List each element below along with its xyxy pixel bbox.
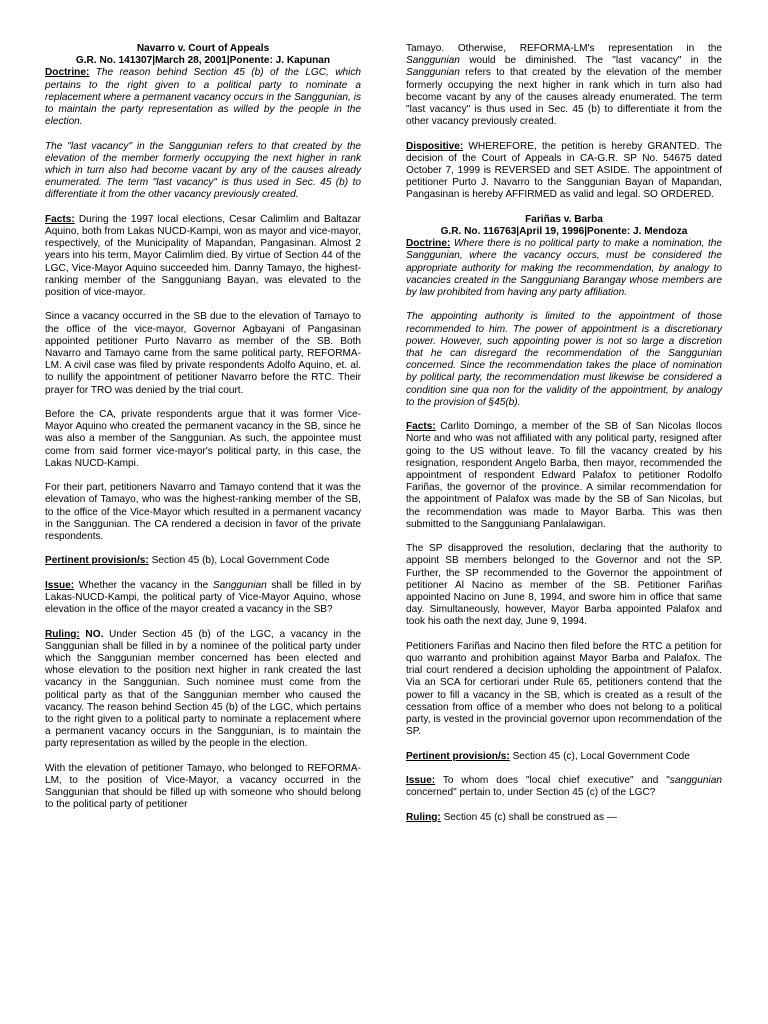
doctrine-label: Doctrine: [406, 238, 451, 250]
continuation-text-c: would be diminished. The "last vacancy" in the [459, 55, 722, 67]
continuation-text-d: Sanggunian [406, 67, 460, 79]
case-citation: G.R. No. 141307|March 28, 2001|Ponente: J. Kapunan [75, 55, 331, 67]
doctrine-label: Doctrine: [45, 67, 90, 79]
pertinent-provision [406, 751, 722, 763]
ruling-text: Section 45 (c) shall be construed as — [440, 811, 617, 823]
facts-text: During the 1997 local elections, Cesar Calimlim and Baltazar Aquino, both from Lakas NUCD-Kampi, won as mayor and vice-mayor, respectively, of the Municipality of Mapandan, Pangasinan. Almost 2 years into his term, Mayor Calimlim died. By virtue of Section 44 of the LGC, Vice-Mayor Aquino succeeded him. Danny Tamayo, the highest-ranking member of the Sangguniang Bayan, was elevated to the position of vice-mayor. [45, 213, 361, 299]
facts-paragraph-3: Petitioners Fariñas and Nacino then filed before the RTC a petition for quo warranto and prohibition against Mayor Barba and Palafox. The trial court rendered a decision upholding the appointment of Palafox. Via an SCA for certiorari under Rule 65, petitioners contend that the power to fill a vacancy in the SB, which is created as a result of the cessation from office of a member who does not belong to a political party, is vested in the provincial governor upon recommendation of the SP. [406, 640, 722, 738]
doctrine-text: The reason behind Section 45 (b) of the LGC, which pertains to the right given to a political party to nominate a replacement where a permanent vacancy occurs in the Sanggunian, is to maintain the party representation as willed by the people in the election. [45, 67, 361, 128]
case-citation-2: G.R. No. 116763|April 19, 1996|Ponente: J. Mendoza [440, 226, 688, 238]
pertinent-label: Pertinent provision/s: [45, 555, 149, 567]
issue-label: Issue: [406, 775, 436, 787]
pertinent-text: Section 45 (c), Local Government Code [509, 750, 690, 762]
issue-text-a: Whether the vacancy in the [74, 579, 213, 591]
ruling-continuation [406, 43, 722, 128]
ruling-paragraph-2: With the elevation of petitioner Tamayo, who belonged to REFORMA-LM, to the position of Vice-Mayor, a vacancy occurred in the Sanggunian that should be filled up with someone who should belong to the political party of petitioner [45, 762, 361, 811]
dispositive-paragraph [406, 141, 722, 202]
continuation-text-b: Sanggunian [406, 55, 460, 67]
issue-text-b: Sanggunian [212, 579, 267, 591]
issue-paragraph [45, 580, 361, 617]
continuation-text-a: Tamayo. Otherwise, REFORMA-LM's representation in the [406, 43, 722, 54]
pertinent-label: Pertinent provision/s: [406, 750, 510, 762]
ruling-label: Ruling: [406, 811, 441, 823]
ruling-label: Ruling: [45, 628, 80, 640]
issue-text-c: concerned" pertain to, under Section 45 (c) of the LGC? [406, 787, 656, 799]
case-title-2: Fariñas v. Barba [525, 213, 603, 225]
right-column [406, 43, 722, 824]
case-title: Navarro v. Court of Appeals [136, 43, 270, 54]
doctrine-paragraph-2: The appointing authority is limited to the appointment of those recommended to him. The power of appointment is a discretionary power. However, such appointing power is not so large a discretion that he can disregard the recommendation of the Sanggunian concerned. Since the recommendation takes the place of nomination by political party, the recommendation must likewise be considered a condition sine qua non for the validity of the appointment, by analogy to the provision of §45(b). [406, 311, 722, 408]
doctrine-paragraph-2: The "last vacancy" in the Sanggunian refers to that created by the elevation of the member formerly occupying the next higher in rank which in turn also had become vacant by any of the causes already enumerated. The term "last vacancy" is thus used in Sec. 45 (b) to differentiate it from the other vacancy previously created. [45, 140, 361, 201]
facts-paragraph [406, 421, 722, 531]
issue-text-b: sanggunian [669, 775, 722, 787]
issue-paragraph [406, 775, 722, 799]
pertinent-text: Section 45 (b), Local Government Code [148, 555, 330, 567]
continuation-text-e: refers to that created by the elevation of the member formerly occupying the next higher in rank which in turn also had become vacant by any of the causes already enumerated. The term "last vacancy" is thus used in Sec. 45 (b) to differentiate it from the other vacancy previously created. [406, 67, 722, 128]
left-column [45, 43, 361, 812]
issue-label: Issue: [45, 579, 75, 591]
facts-paragraph-4: For their part, petitioners Navarro and Tamayo contend that it was the elevation of Tamayo, who was the highest-ranking member of the SB, to the office of the Vice-Mayor which resulted in a permanent vacancy in the Sanggunian. The CA rendered a decision in favor of the private respondents. [45, 482, 361, 543]
issue-text-c: shall be filled in by Lakas-NUCD-Kampi, the political party of Vice-Mayor Aquino, whose elevation in the office of the mayor created a vacancy in the SB? [45, 579, 361, 616]
doctrine-text: Where there is no political party to make a nomination, the Sanggunian, where the vacancy occurs, must be considered the appropriate authority for making the recommendation, by analogy to vacancies created in the Sangguniang Barangay whose members are by law prohibited from having any party affiliation. [406, 238, 722, 299]
facts-paragraph-3: Before the CA, private respondents argue that it was former Vice-Mayor Aquino who created the permanent vacancy in the SB, since he was also a member of the Sanggunian. As such, the appointee must come from said former vice-mayor's political party, in this case, the Lakas NUCD-Kampi. [45, 409, 361, 469]
pertinent-provision [45, 555, 361, 567]
facts-paragraph-2: Since a vacancy occurred in the SB due to the elevation of Tamayo to the office of the vice-mayor, Governor Agbayani of Pangasinan appointed petitioner Purto Navarro as member of the SB. Both Navarro and Tamayo came from the same political party, REFORMA-LM. A civil case was filed by private respondents Adolfo Aquino, et. al. to nullify the appointment of petitioner Navarro before the RTC. Their prayer for TRO was denied by the trial court. [45, 311, 361, 396]
dispositive-text: WHEREFORE, the petition is hereby GRANTED. The decision of the Court of Appeals in CA-G.R. SP No. 54675 dated October 7, 1999 is REVERSED and SET ASIDE. The appointment of petitioner Purto J. Navarro to the Sanggunian Bayan of Mapandan, Pangasinan is hereby AFFIRMED as valid and legal. SO ORDERED. [406, 140, 722, 201]
facts-paragraph [45, 214, 361, 299]
ruling-paragraph [45, 629, 361, 751]
ruling-text: Under Section 45 (b) of the LGC, a vacancy in the Sanggunian shall be filled in by a nominee of the political party under which the Sanggunian member concerned has been elected and whose elevation to the position next higher in rank created the last vacancy in the Sanggunian. Such nominee must come from the political party as that of the Sanggunian member who caused the vacancy. The reason behind Section 45 (b) of the LGC, which pertains to the right given to a political party to nominate a replacement where a permanent vacancy occurs in the Sanggunian, is to maintain the party representation as willed by the people in the election. [45, 628, 362, 750]
facts-label: Facts: [45, 213, 75, 225]
doctrine-paragraph [45, 67, 361, 128]
ruling-paragraph [406, 812, 722, 824]
ruling-answer: NO. [79, 628, 104, 640]
dispositive-label: Dispositive: [406, 140, 464, 152]
facts-text: Carlito Domingo, a member of the SB of San Nicolas Ilocos Norte and who was not affiliated with any political party, resigned after going to the US without leave. To fill the vacancy created by his resignation, respondent Angelo Barba, then mayor, recommended the appointment of respondent Edward Palafox to petitioner Rodolfo Fariñas, the governor of the province. A similar recommendation for the appointment of Palafox was made by the SB of San Nicolas, but the recommendation was made to Mayor Barba. This was then submitted to the Sangguniang Panlalawigan. [406, 421, 722, 530]
facts-paragraph-2: The SP disapproved the resolution, declaring that the authority to appoint SB members belonged to the Governor and not the SP. Further, the SP recommended to the Governor the appointment of petitioner Al Nacino as member of the SB. Petitioner Fariñas appointed Nacino on June 8, 1994, and swore him in office that same day. Simultaneously, however, Mayor Barba appointed Palafox and took his oath the next day, June 9, 1994. [406, 543, 722, 628]
facts-label: Facts: [406, 421, 436, 433]
issue-text-a: To whom does "local chief executive" and " [435, 775, 670, 787]
doctrine-paragraph [406, 238, 722, 299]
